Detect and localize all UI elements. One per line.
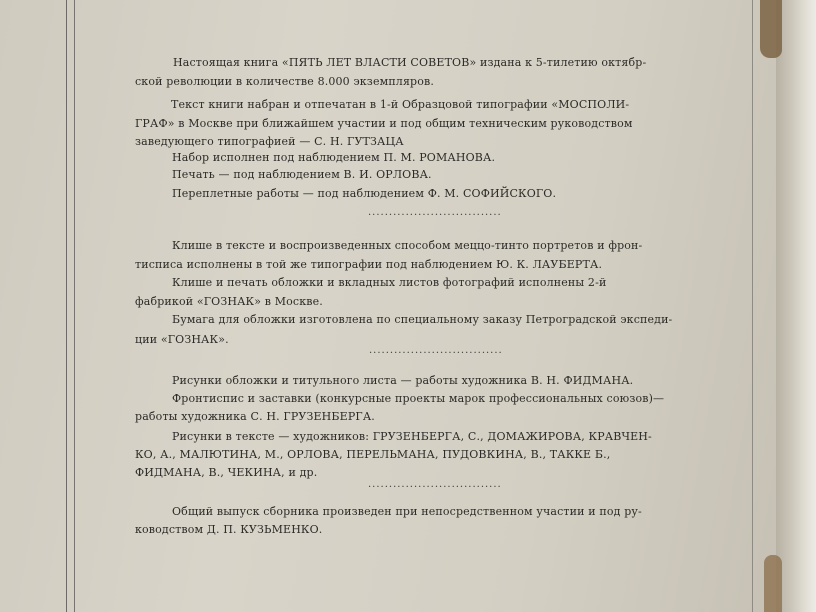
- imprint-line: Переплетные работы — под наблюдением Ф. М. СОФИЙСКОГО.: [172, 187, 557, 200]
- imprint-line: Настоящая книга «ПЯТЬ ЛЕТ ВЛАСТИ СОВЕТОВ» издана к 5-тилетию октябр-: [173, 56, 647, 69]
- separator: ................................: [368, 207, 502, 218]
- separator: ................................: [369, 345, 503, 356]
- imprint-line: тисписа исполнены в той же типографии под наблюдением Ю. К. ЛАУБЕРТА.: [135, 258, 603, 271]
- imprint-line: Фронтиспис и заставки (конкурсные проекты марок профессиональных союзов)—: [172, 392, 665, 405]
- imprint-line: ГРАФ» в Москве при ближайшем участии и под общим техническим руководством: [135, 117, 633, 130]
- imprint-line: Набор исполнен под наблюдением П. М. РОМАНОВА.: [172, 151, 496, 164]
- imprint-line: ции «ГОЗНАК».: [135, 333, 229, 346]
- imprint-line: работы художника С. Н. ГРУЗЕНБЕРГА.: [135, 410, 375, 423]
- imprint-line: ФИДМАНА, В., ЧЕКИНА, и др.: [135, 466, 318, 479]
- separator: ................................: [368, 479, 502, 490]
- imprint-line: ской революции в количестве 8.000 экземпляров.: [135, 75, 434, 88]
- imprint-line: заведующего типографией — С. Н. ГУТЗАЦА: [135, 135, 404, 148]
- imprint-line: Печать — под наблюдением В. И. ОРЛОВА.: [172, 168, 432, 181]
- imprint-line: Текст книги набран и отпечатан в 1-й Образцовой типографии «МОСПОЛИ-: [171, 98, 630, 111]
- imprint-line: Рисунки обложки и титульного листа — работы художника В. Н. ФИДМАНА.: [172, 374, 634, 387]
- imprint-line: Клише в тексте и воспроизведенных способом меццо-тинто портретов и фрон-: [172, 239, 643, 252]
- imprint-line: Рисунки в тексте — художников: ГРУЗЕНБЕРГА, С., ДОМАЖИРОВА, КРАВЧЕН-: [172, 430, 652, 443]
- imprint-line: Бумага для обложки изготовлена по специальному заказу Петроградской экспеди-: [172, 313, 673, 326]
- imprint-line: КО, А., МАЛЮТИНА, М., ОРЛОВА, ПЕРЕЛЬМАНА, ПУДОВКИНА, В., ТАККЕ Б.,: [135, 448, 611, 461]
- imprint-line: фабрикой «ГОЗНАК» в Москве.: [135, 295, 323, 308]
- imprint-line: Клише и печать обложки и вкладных листов фотографий исполнены 2-й: [172, 276, 607, 289]
- imprint-line: ководством Д. П. КУЗЬМЕНКО.: [135, 523, 323, 536]
- imprint-line: Общий выпуск сборника произведен при непосредственном участии и под ру-: [172, 505, 642, 518]
